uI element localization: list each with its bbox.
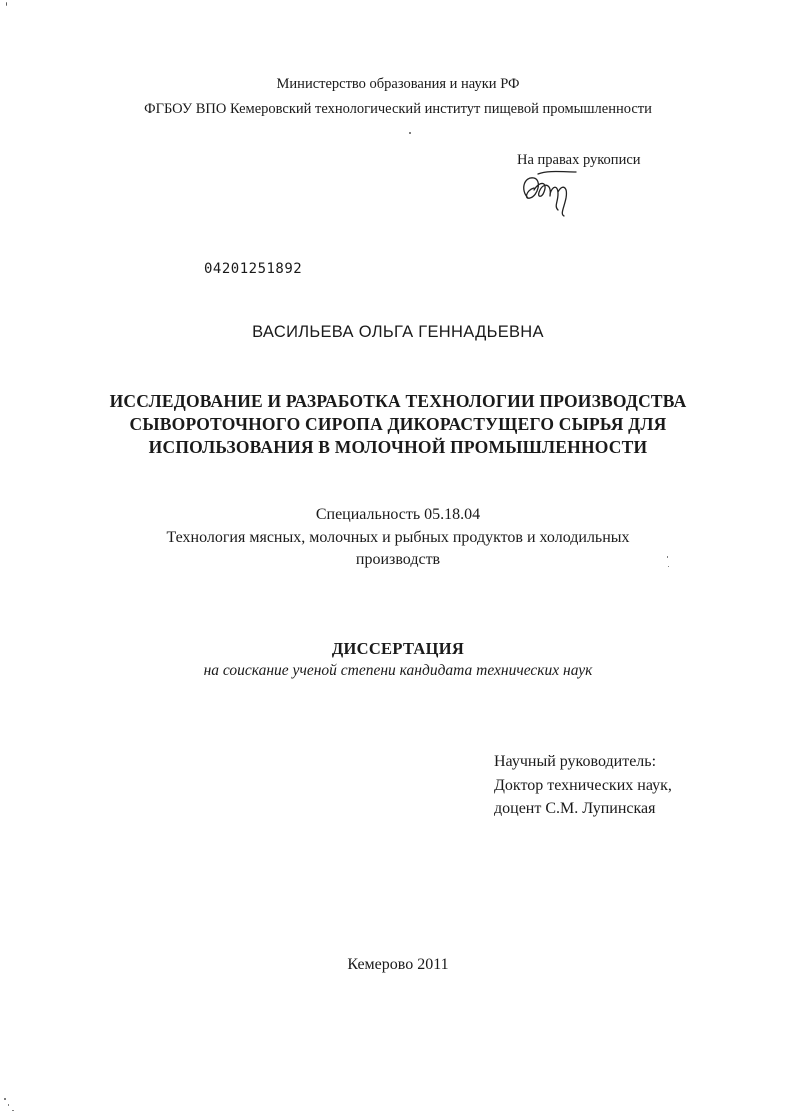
scan-speck — [4, 1098, 6, 1100]
scan-speck — [667, 556, 668, 558]
handwritten-signature — [514, 168, 580, 218]
thesis-title-line: ИССЛЕДОВАНИЕ И РАЗРАБОТКА ТЕХНОЛОГИИ ПРОИЗВОДСТВА — [109, 391, 687, 411]
author-name: ВАСИЛЬЕВА ОЛЬГА ГЕННАДЬЕВНА — [252, 323, 544, 341]
thesis-title-line: ИСПОЛЬЗОВАНИЯ В МОЛОЧНОЙ ПРОМЫШЛЕННОСТИ — [148, 437, 648, 457]
city-year: Кемерово 2011 — [347, 956, 449, 973]
dissertation-label: ДИССЕРТАЦИЯ — [331, 639, 465, 658]
dissertation-purpose: на соискание ученой степени кандидата технических наук — [203, 662, 593, 679]
institute-line: ФГБОУ ВПО Кемеровский технологический институт пищевой промышленности — [144, 101, 652, 117]
scan-speck — [668, 566, 669, 567]
thesis-title-line: СЫВОРОТОЧНОГО СИРОПА ДИКОРАСТУЩЕГО СЫРЬЯ ДЛЯ — [129, 414, 667, 434]
scan-speck — [6, 2, 7, 6]
specialty-name-line: производств — [355, 551, 441, 568]
scan-speck — [8, 1104, 9, 1106]
manuscript-rights-note: На правах рукописи — [517, 152, 641, 168]
specialty-name-line: Технология мясных, молочных и рыбных продуктов и холодильных — [166, 529, 630, 546]
registration-number: 04201251892 — [204, 261, 303, 277]
ministry-line: Министерство образования и науки РФ — [276, 76, 520, 92]
scan-speck — [409, 132, 411, 134]
advisor-line: доцент С.М. Лупинская — [494, 800, 656, 817]
scan-speck — [12, 1110, 14, 1111]
advisor-line: Доктор технических наук, — [494, 777, 672, 794]
advisor-line: Научный руководитель: — [494, 753, 657, 770]
specialty-code: Специальность 05.18.04 — [315, 506, 481, 523]
